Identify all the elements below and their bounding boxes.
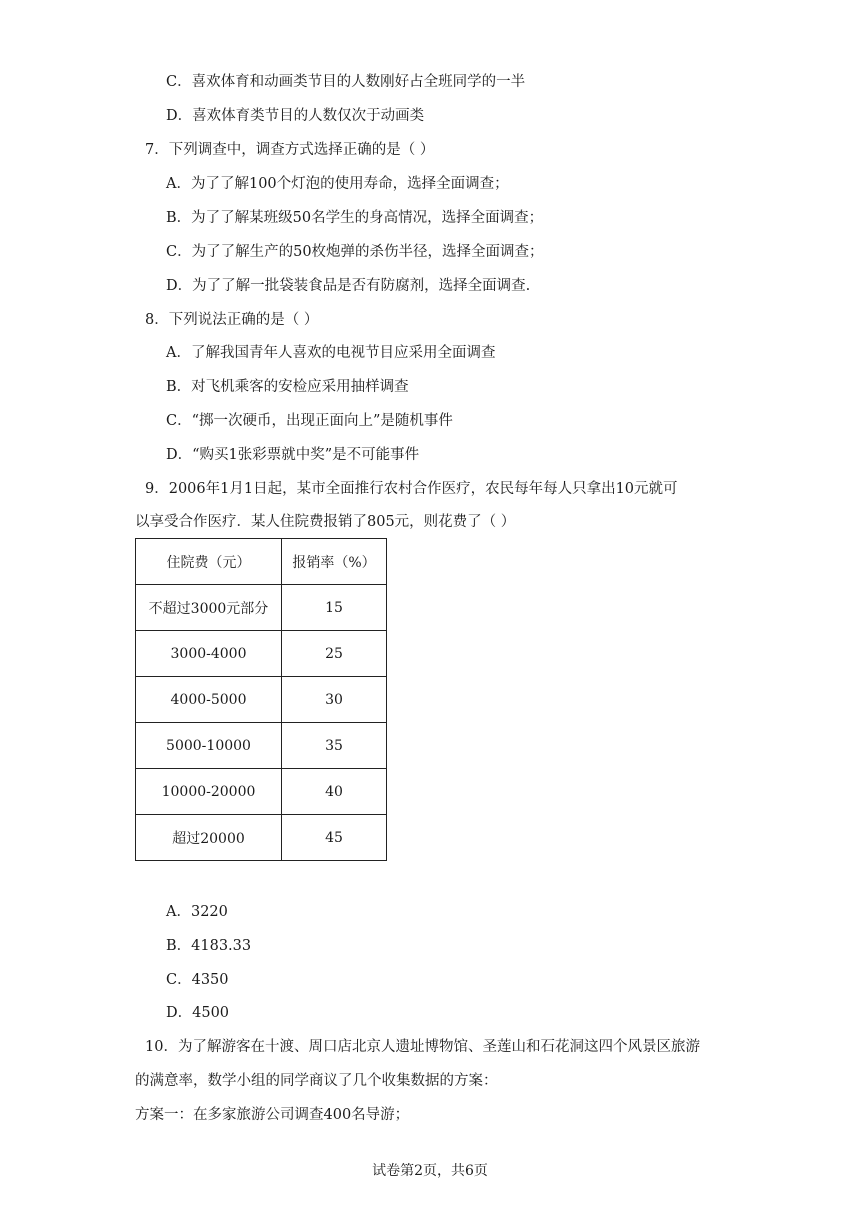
option-8a: A．了解我国青年人喜欢的电视节目应采用全面调查	[166, 345, 496, 361]
option-9d: D．4500	[166, 1005, 230, 1021]
reimbursement-table	[135, 538, 387, 861]
option-8c: C．“掷一次硬币，出现正面向上”是随机事件	[166, 413, 453, 429]
table-header-cell: 报销率（%）	[282, 539, 387, 585]
table-row	[136, 677, 387, 723]
option-6c: C．喜欢体育和动画类节目的人数刚好占全班同学的一半	[166, 74, 526, 90]
table-row	[136, 815, 387, 861]
option-8d: D．“购买1张彩票就中奖”是不可能事件	[166, 447, 420, 463]
option-7b: B．为了了解某班级50名学生的身高情况，选择全面调查；	[166, 210, 544, 226]
table-row	[136, 585, 387, 631]
table-header-cell: 住院费（元）	[136, 539, 282, 585]
option-8b: B．对飞机乘客的安检应采用抽样调查	[166, 379, 409, 395]
question-10-line-2: 的满意率，数学小组的同学商议了几个收集数据的方案：	[135, 1073, 498, 1089]
page-footer: 试卷第2页，共6页	[372, 1163, 488, 1179]
question-10-line-1: 10．为了解游客在十渡、周口店北京人遗址博物馆、圣莲山和石花洞这四个风景区旅游	[145, 1039, 700, 1055]
option-9c: C．4350	[166, 972, 229, 988]
table-cell: 4000-5000	[136, 677, 282, 723]
option-7c: C．为了了解生产的50枚炮弹的杀伤半径，选择全面调查；	[166, 244, 544, 260]
question-10-line-3: 方案一：在多家旅游公司调查400名导游；	[135, 1107, 410, 1123]
table-cell: 45	[282, 815, 387, 861]
table-cell: 30	[282, 677, 387, 723]
table-cell: 不超过3000元部分	[136, 585, 282, 631]
table-row	[136, 723, 387, 769]
table-cell: 超过20000	[136, 815, 282, 861]
table-row	[136, 769, 387, 815]
option-9b: B．4183.33	[166, 938, 252, 954]
question-9-line-2: 以享受合作医疗．某人住院费报销了805元，则花费了（ ）	[135, 514, 516, 530]
question-7: 7．下列调查中，调查方式选择正确的是（ ）	[145, 142, 435, 158]
table-cell: 10000-20000	[136, 769, 282, 815]
table-cell: 35	[282, 723, 387, 769]
table-cell: 5000-10000	[136, 723, 282, 769]
option-6d: D．喜欢体育类节目的人数仅次于动画类	[166, 108, 425, 124]
question-9-line-1: 9．2006年1月1日起，某市全面推行农村合作医疗，农民每年每人只拿出10元就可	[145, 481, 678, 497]
option-7d: D．为了了解一批袋装食品是否有防腐剂，选择全面调查.	[166, 278, 531, 294]
question-8: 8．下列说法正确的是（ ）	[145, 312, 319, 328]
table-cell: 25	[282, 631, 387, 677]
table-header-row	[136, 539, 387, 585]
table-cell: 15	[282, 585, 387, 631]
option-9a: A．3220	[166, 904, 228, 920]
table-cell: 3000-4000	[136, 631, 282, 677]
table-cell: 40	[282, 769, 387, 815]
option-7a: A．为了了解100个灯泡的使用寿命，选择全面调查；	[166, 176, 509, 192]
table-row	[136, 631, 387, 677]
